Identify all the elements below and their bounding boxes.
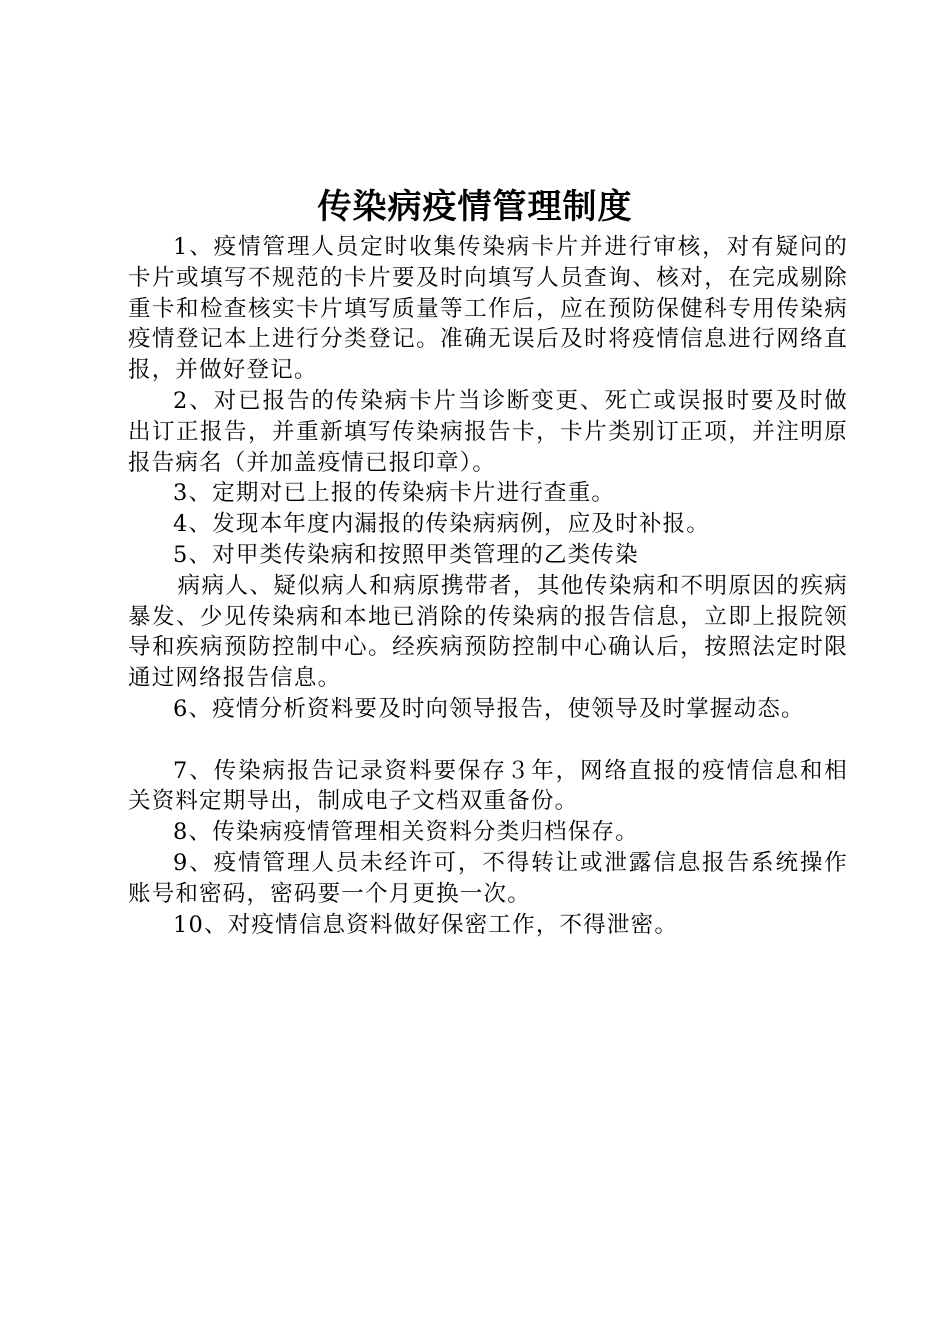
blank-line [128, 725, 848, 756]
paragraph-6: 6、疫情分析资料要及时向领导报告，使领导及时掌握动态。 [173, 695, 805, 722]
paragraph-2: 2、对已报告的传染病卡片当诊断变更、死亡或误报时要及时做出订正报告，并重新填写传染病报告卡，卡片类别订正项，并注明原报告病名（并加盖疫情已报印章）。 [128, 387, 848, 476]
paragraph-7: 7、传染病报告记录资料要保存３年，网络直报的疫情信息和相关资料定期导出，制成电子文档双重备份。 [128, 757, 848, 815]
paragraph-1: 1、疫情管理人员定时收集传染病卡片并进行审核，对有疑问的卡片或填写不规范的卡片要及时向填写人员查询、核对，在完成剔除重卡和检查核实卡片填写质量等工作后，应在预防保健科专用传染病疫情登记本上进行分类登记。准确无误后及时将疫情信息进行网络直报，并做好登记。 [128, 234, 848, 384]
paragraph-3: 3、定期对已上报的传染病卡片进行查重。 [173, 480, 616, 507]
paragraph-8: 8、传染病疫情管理相关资料分类归档保存。 [173, 819, 639, 846]
document-title: 传染病疫情管理制度 [317, 187, 633, 227]
paragraph-5: 5、对甲类传染病和按照甲类管理的乙类传染 [173, 541, 639, 568]
paragraph-10: 10、对疫情信息资料做好保密工作，不得泄密。 [173, 911, 679, 938]
paragraph-5-continued: 病病人、疑似病人和病原携带者，其他传染病和不明原因的疾病暴发、少见传染病和本地已消除的传染病的报告信息，立即上报院领导和疾病预防控制中心。经疾病预防控制中心确认后，按照法定时限通过网络报告信息。 [128, 572, 848, 692]
paragraph-4: 4、发现本年度内漏报的传染病病例，应及时补报。 [173, 511, 710, 538]
paragraph-9: 9、疫情管理人员未经许可，不得转让或泄露信息报告系统操作账号和密码，密码要一个月更换一次。 [128, 849, 848, 907]
document-body [128, 232, 848, 940]
